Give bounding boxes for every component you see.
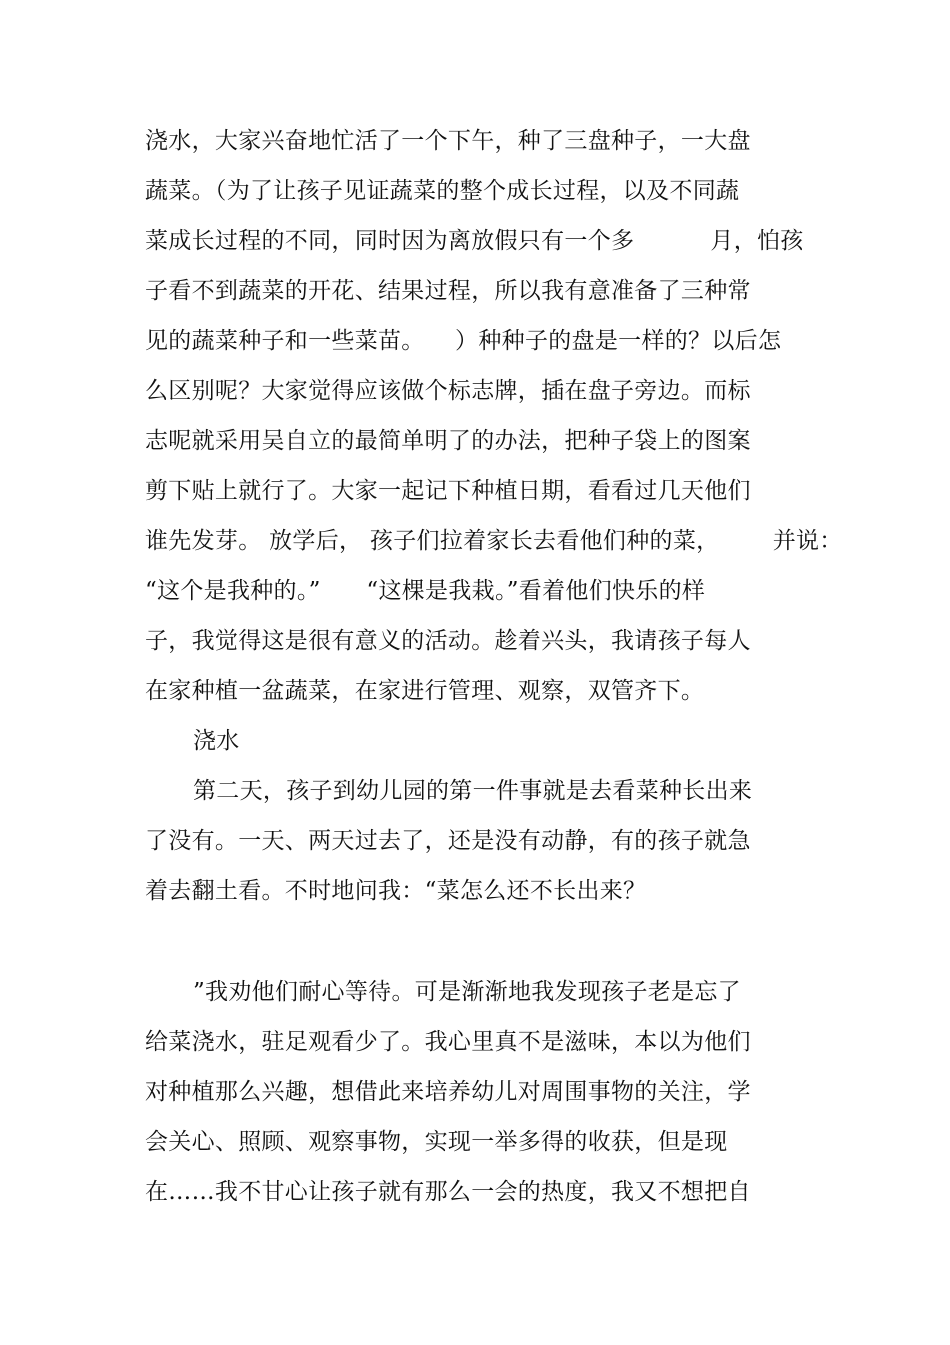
text-line: 在……我不甘心让孩子就有那么一会的热度，我又不想把自 (145, 1179, 751, 1205)
text-line: 浇水，大家兴奋地忙活了一个下午，种了三盘种子，一大盘 (145, 128, 751, 154)
text-line: 子看不到蔬菜的开花、结果过程，所以我有意准备了三种常 (145, 278, 751, 304)
text-line: 会关心、照顾、观察事物，实现一举多得的收获，但是现 (145, 1129, 728, 1155)
section-heading: 浇水 (193, 728, 240, 754)
text-line: 着去翻土看。不时地问我：“菜怎么还不长出来？ (145, 878, 647, 904)
text-line: 志呢就采用吴自立的最简单明了的办法，把种子袋上的图案 (145, 428, 751, 454)
text-line: “这个是我种的。” “这棵是我栽。”看着他们快乐的样 (145, 578, 706, 604)
text-line: 菜成长过程的不同，同时因为离放假只有一个多 月，怕孩 (145, 228, 804, 254)
text-line: 了没有。一天、两天过去了，还是没有动静，有的孩子就急 (145, 828, 751, 854)
text-line: 子，我觉得这是很有意义的活动。趁着兴头，我请孩子每人 (145, 628, 751, 654)
text-line: 蔬菜。（为了让孩子见证蔬菜的整个成长过程，以及不同蔬 (145, 178, 740, 204)
text-line: 在家种植一盆蔬菜，在家进行管理、观察，双管齐下。 (145, 678, 705, 704)
text-line: 么区别呢？大家觉得应该做个标志牌，插在盘子旁边。而标 (145, 378, 751, 404)
text-line: 见的蔬菜种子和一些菜苗。 ）种种子的盘是一样的？以后怎 (145, 328, 782, 354)
text-line: 给菜浇水，驻足观看少了。我心里真不是滋味，本以为他们 (145, 1029, 751, 1055)
text-line: 剪下贴上就行了。大家一起记下种植日期，看看过几天他们 (145, 478, 751, 504)
text-line: 谁先发芽。 放学后， 孩子们拉着家长去看他们种的菜， 并说： (145, 528, 843, 554)
text-line: 第二天，孩子到幼儿园的第一件事就是去看菜种长出来 (193, 778, 753, 804)
text-line: ”我劝他们耐心等待。可是渐渐地我发现孩子老是忘了 (193, 979, 741, 1005)
text-line: 对种植那么兴趣，想借此来培养幼儿对周围事物的关注，学 (145, 1079, 751, 1105)
